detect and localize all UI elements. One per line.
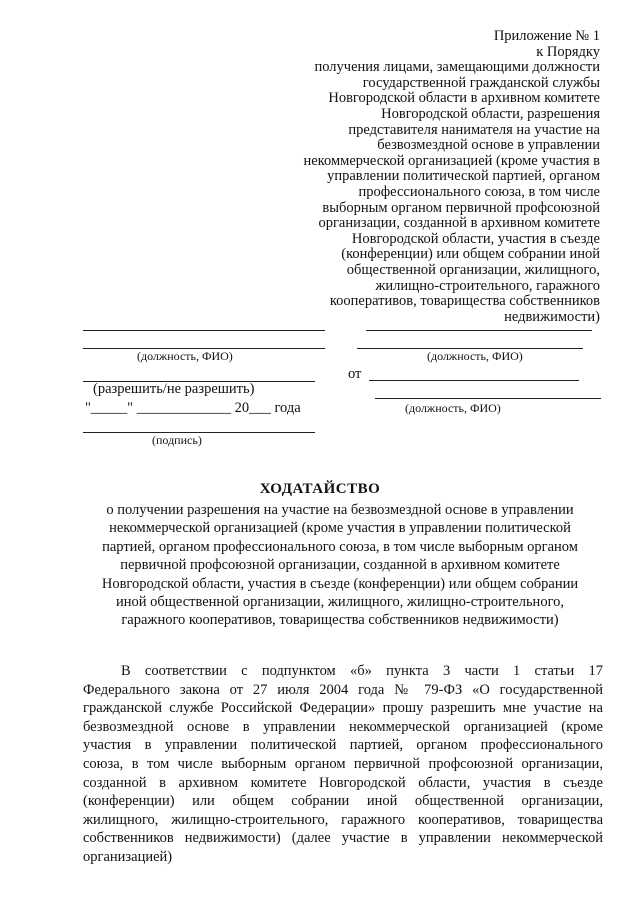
body-line: (конференции) или общем собрании иной общественной организации, <box>83 793 603 810</box>
applicant-line-1[interactable] <box>366 330 592 331</box>
appendix-line: организации, созданной в архивном комитете <box>318 215 600 232</box>
appendix-line: безвозмездной основе в управлении <box>377 137 600 154</box>
appendix-line: к Порядку <box>536 43 600 60</box>
appendix-line: кооперативов, товарищества собственников <box>329 293 600 310</box>
appendix-line: государственной гражданской службы <box>362 74 600 91</box>
appendix-line: Новгородской области, участия в съезде <box>351 230 600 247</box>
petition-title: ХОДАТАЙСТВО <box>259 481 381 497</box>
body-line: собственников недвижимости) (далее участие в управлении некоммерческой <box>83 830 603 847</box>
body-line: Федерального закона от 27 июля 2004 года № 79-ФЗ «О государственной <box>83 681 603 698</box>
subtitle-line: Новгородской области, участия в съезде (конференции) или общем собрании <box>101 575 579 592</box>
addressee-line-1[interactable] <box>83 330 325 331</box>
signature-caption: (подпись) <box>152 433 202 447</box>
petition-body <box>83 662 603 867</box>
applicant-position-caption: (должность, ФИО) <box>427 349 523 363</box>
appendix-line: (конференции) или общем собрании иной <box>341 246 600 263</box>
body-line: жилищного, жилищно-строительного, гаражного кооперативов, товарищества <box>83 811 603 828</box>
subtitle-line: партией, органом профессионального союза, в том числе выборным органом <box>102 538 578 555</box>
appendix-line: Новгородской области, разрешения <box>381 105 600 122</box>
body-line: В соответствии с подпунктом «б» пункта 3 части 1 статьи 17 <box>121 663 603 679</box>
addressee-position-caption: (должность, ФИО) <box>137 349 233 363</box>
appendix-line: недвижимости) <box>504 308 600 325</box>
appendix-line: некоммерческой организацией (кроме участия в <box>303 152 600 169</box>
petition-subtitle <box>80 501 600 630</box>
appendix-line: общественной организации, жилищного, <box>346 261 600 278</box>
appendix-line: жилищно-строительного, гаражного <box>375 277 600 294</box>
date-line[interactable]: "_____" _____________ 20___ года <box>85 400 301 416</box>
body-line: безвозмездной основе в управлении некоммерческой организацией (кроме <box>83 718 603 735</box>
appendix-line: представителя нанимателя на участие на <box>348 121 600 138</box>
body-line: гражданской службе Российской Федерации» прошу разрешить мне участие на <box>83 700 603 717</box>
appendix-line: профессионального союза, в том числе <box>358 183 600 200</box>
appendix-line: Приложение № 1 <box>493 28 600 44</box>
appendix-line: Новгородской области в архивном комитете <box>328 90 600 107</box>
from-label: от <box>348 366 362 382</box>
appendix-line: получения лицами, замещающими должности <box>314 59 600 76</box>
from-line-1[interactable] <box>369 380 579 381</box>
from-position-caption: (должность, ФИО) <box>405 401 501 415</box>
body-line: организацией) <box>83 848 173 865</box>
subtitle-line: некоммерческой организацией (кроме участия в управлении политической <box>109 520 571 537</box>
subtitle-line: гаражного кооперативов, товарищества собственников недвижимости) <box>121 612 559 629</box>
subtitle-line: первичной профсоюзной организации, созданной в архивном комитете <box>120 557 560 574</box>
subtitle-line: о получении разрешения на участие на безвозмездной основе в управлении <box>106 502 574 518</box>
appendix-line: управлении политической партией, органом <box>327 168 600 185</box>
from-line-2[interactable] <box>375 398 601 399</box>
decision-label: (разрешить/не разрешить) <box>93 381 255 397</box>
appendix-header <box>270 29 600 325</box>
body-line: участия в управлении политической партией, органом профессионального <box>83 737 603 754</box>
body-line: союза, в том числе выборным органом первичной профсоюзной организации, <box>83 755 603 772</box>
subtitle-line: иной общественной организации, жилищного, жилищно-строительного, <box>115 594 565 611</box>
appendix-line: выборным органом первичной профсоюзной <box>322 199 600 216</box>
body-line: созданной в архивном комитете Новгородской области, участия в съезде <box>83 774 603 791</box>
